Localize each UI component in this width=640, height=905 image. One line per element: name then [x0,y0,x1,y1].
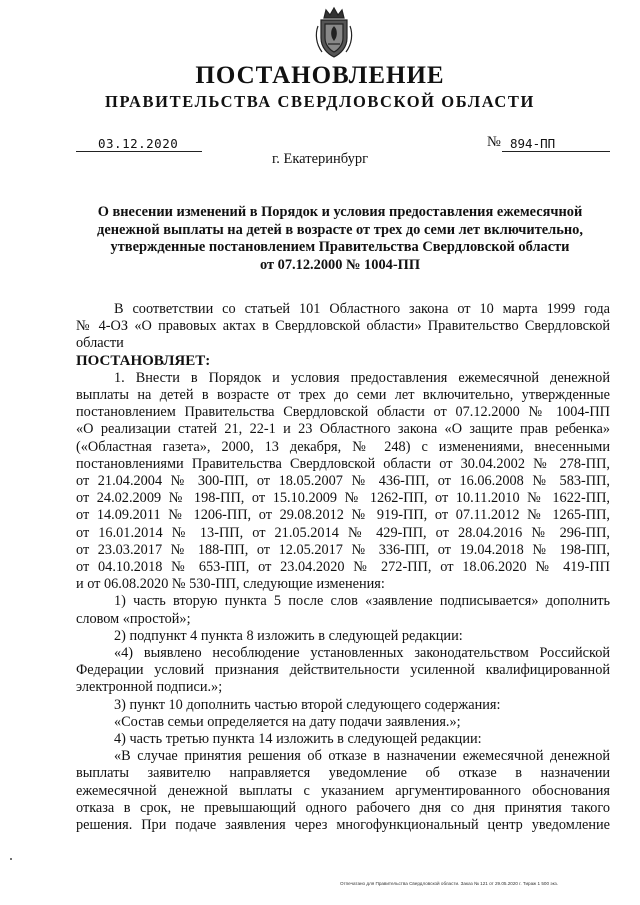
preamble-line: области [76,335,124,352]
quote-line: решения. При подаче заявления через многофункциональный центр уведомление [76,817,610,834]
print-footer: Отпечатано для Правительства Свердловской области. Заказ № 121 от 29.05.2020 г. Тираж 1 500 экз. [340,881,559,886]
document-number: 894-ПП [510,136,556,151]
heading-line: денежной выплаты на детей в возрасте от трех до семи лет включительно, [97,221,583,238]
item-line: от 04.10.2018 № 653-ПП, от 23.04.2020 № 272-ПП, от 18.06.2020 № 419-ПП [76,559,610,576]
subitem-line: 1) часть вторую пункта 5 после слов «заявление подписывается» дополнить [114,593,610,610]
item-line: 1. Внести в Порядок и условия предоставления ежемесячной денежной [114,369,610,386]
document-date: 03.12.2020 [98,136,179,151]
heading-line: О внесении изменений в Порядок и условия предоставления ежемесячной [97,204,583,220]
document-type-title: ПОСТАНОВЛЕНИЕ [195,62,445,89]
quote-line: выплаты заявителю направляется уведомление об отказе в назначении [76,765,610,782]
quote-line: «Состав семьи определяется на дату подачи заявления.»; [114,713,461,730]
issuer-subtitle: ПРАВИТЕЛЬСТВА СВЕРДЛОВСКОЙ ОБЛАСТИ [105,92,535,111]
document-body [76,301,610,834]
quote-line: электронной подписи.»; [76,679,223,696]
quote-line: «В случае принятия решения об отказе в назначении ежемесячной денежной [114,748,610,765]
number-label: № [487,134,501,150]
item-line: постановлениями Правительства Свердловской области от 30.04.2002 № 278-ПП, [76,455,610,472]
item-line: «О реализации статей 21, 22-1 и 23 Областного закона «О защите прав ребенка» [76,421,610,438]
preamble-line: В соответствии со статьей 101 Областного закона от 10 марта 1999 года [114,301,610,317]
subitem-line: 3) пункт 10 дополнить частью второй следующего содержания: [114,696,501,713]
heading-line: от 07.12.2000 № 1004-ПП [259,256,421,273]
item-line: и от 06.08.2020 № 530-ПП, следующие изменения: [76,576,385,593]
heading-line: утвержденные постановлением Правительства Свердловской области [110,239,570,256]
item-line: от 23.03.2017 № 188-ПП, от 12.05.2017 № 336-ПП, от 19.04.2018 № 198-ПП, [76,541,610,558]
item-line: от 21.04.2004 № 300-ПП, от 18.05.2007 № 436-ПП, от 16.06.2008 № 583-ПП, [76,473,610,490]
item-line: от 14.09.2011 № 1206-ПП, от 29.08.2012 № 919-ПП, от 07.11.2012 № 1265-ПП, [76,507,610,524]
quote-line: отказа в срок, не превышающий одного рабочего дня со дня принятия такого [76,799,610,816]
subitem-line: 4) часть третью пункта 14 изложить в следующей редакции: [114,731,482,748]
decree-word: ПОСТАНОВЛЯЕТ: [76,352,211,369]
sverdlovsk-coat-of-arms-icon [312,6,356,60]
subitem-line: словом «простой»; [76,610,191,627]
scan-speck [10,858,12,860]
quote-line: «4) выявлено несоблюдение установленных законодательством Российской [114,645,610,662]
preamble-line: № 4-ОЗ «О правовых актах в Свердловской области» Правительство Свердловской [76,318,610,335]
item-line: постановлением Правительства Свердловской области от 07.12.2000 № 1004-ПП [76,404,610,421]
item-line: («Областная газета», 2000, 13 декабря, № 248) с изменениями, внесенными [76,438,610,455]
quote-line: Федерации условий признания действительности усиленной квалифицированной [76,662,610,679]
quote-line: ежемесячной денежной выплаты с указанием аргументированного обоснования [76,782,610,799]
subitem-line: 2) подпункт 4 пункта 8 изложить в следующей редакции: [114,627,463,644]
item-line: от 24.02.2009 № 198-ПП, от 15.10.2009 № 1262-ПП, от 10.11.2010 № 1622-ПП, [76,490,610,507]
item-line: выплаты на детей в возрасте от трех до семи лет включительно, утвержденные [76,387,610,404]
document-heading [70,204,610,274]
item-line: от 16.01.2014 № 13-ПП, от 21.05.2014 № 429-ПП, от 28.04.2016 № 296-ПП, [76,524,610,541]
city: г. Екатеринбург [271,151,369,167]
